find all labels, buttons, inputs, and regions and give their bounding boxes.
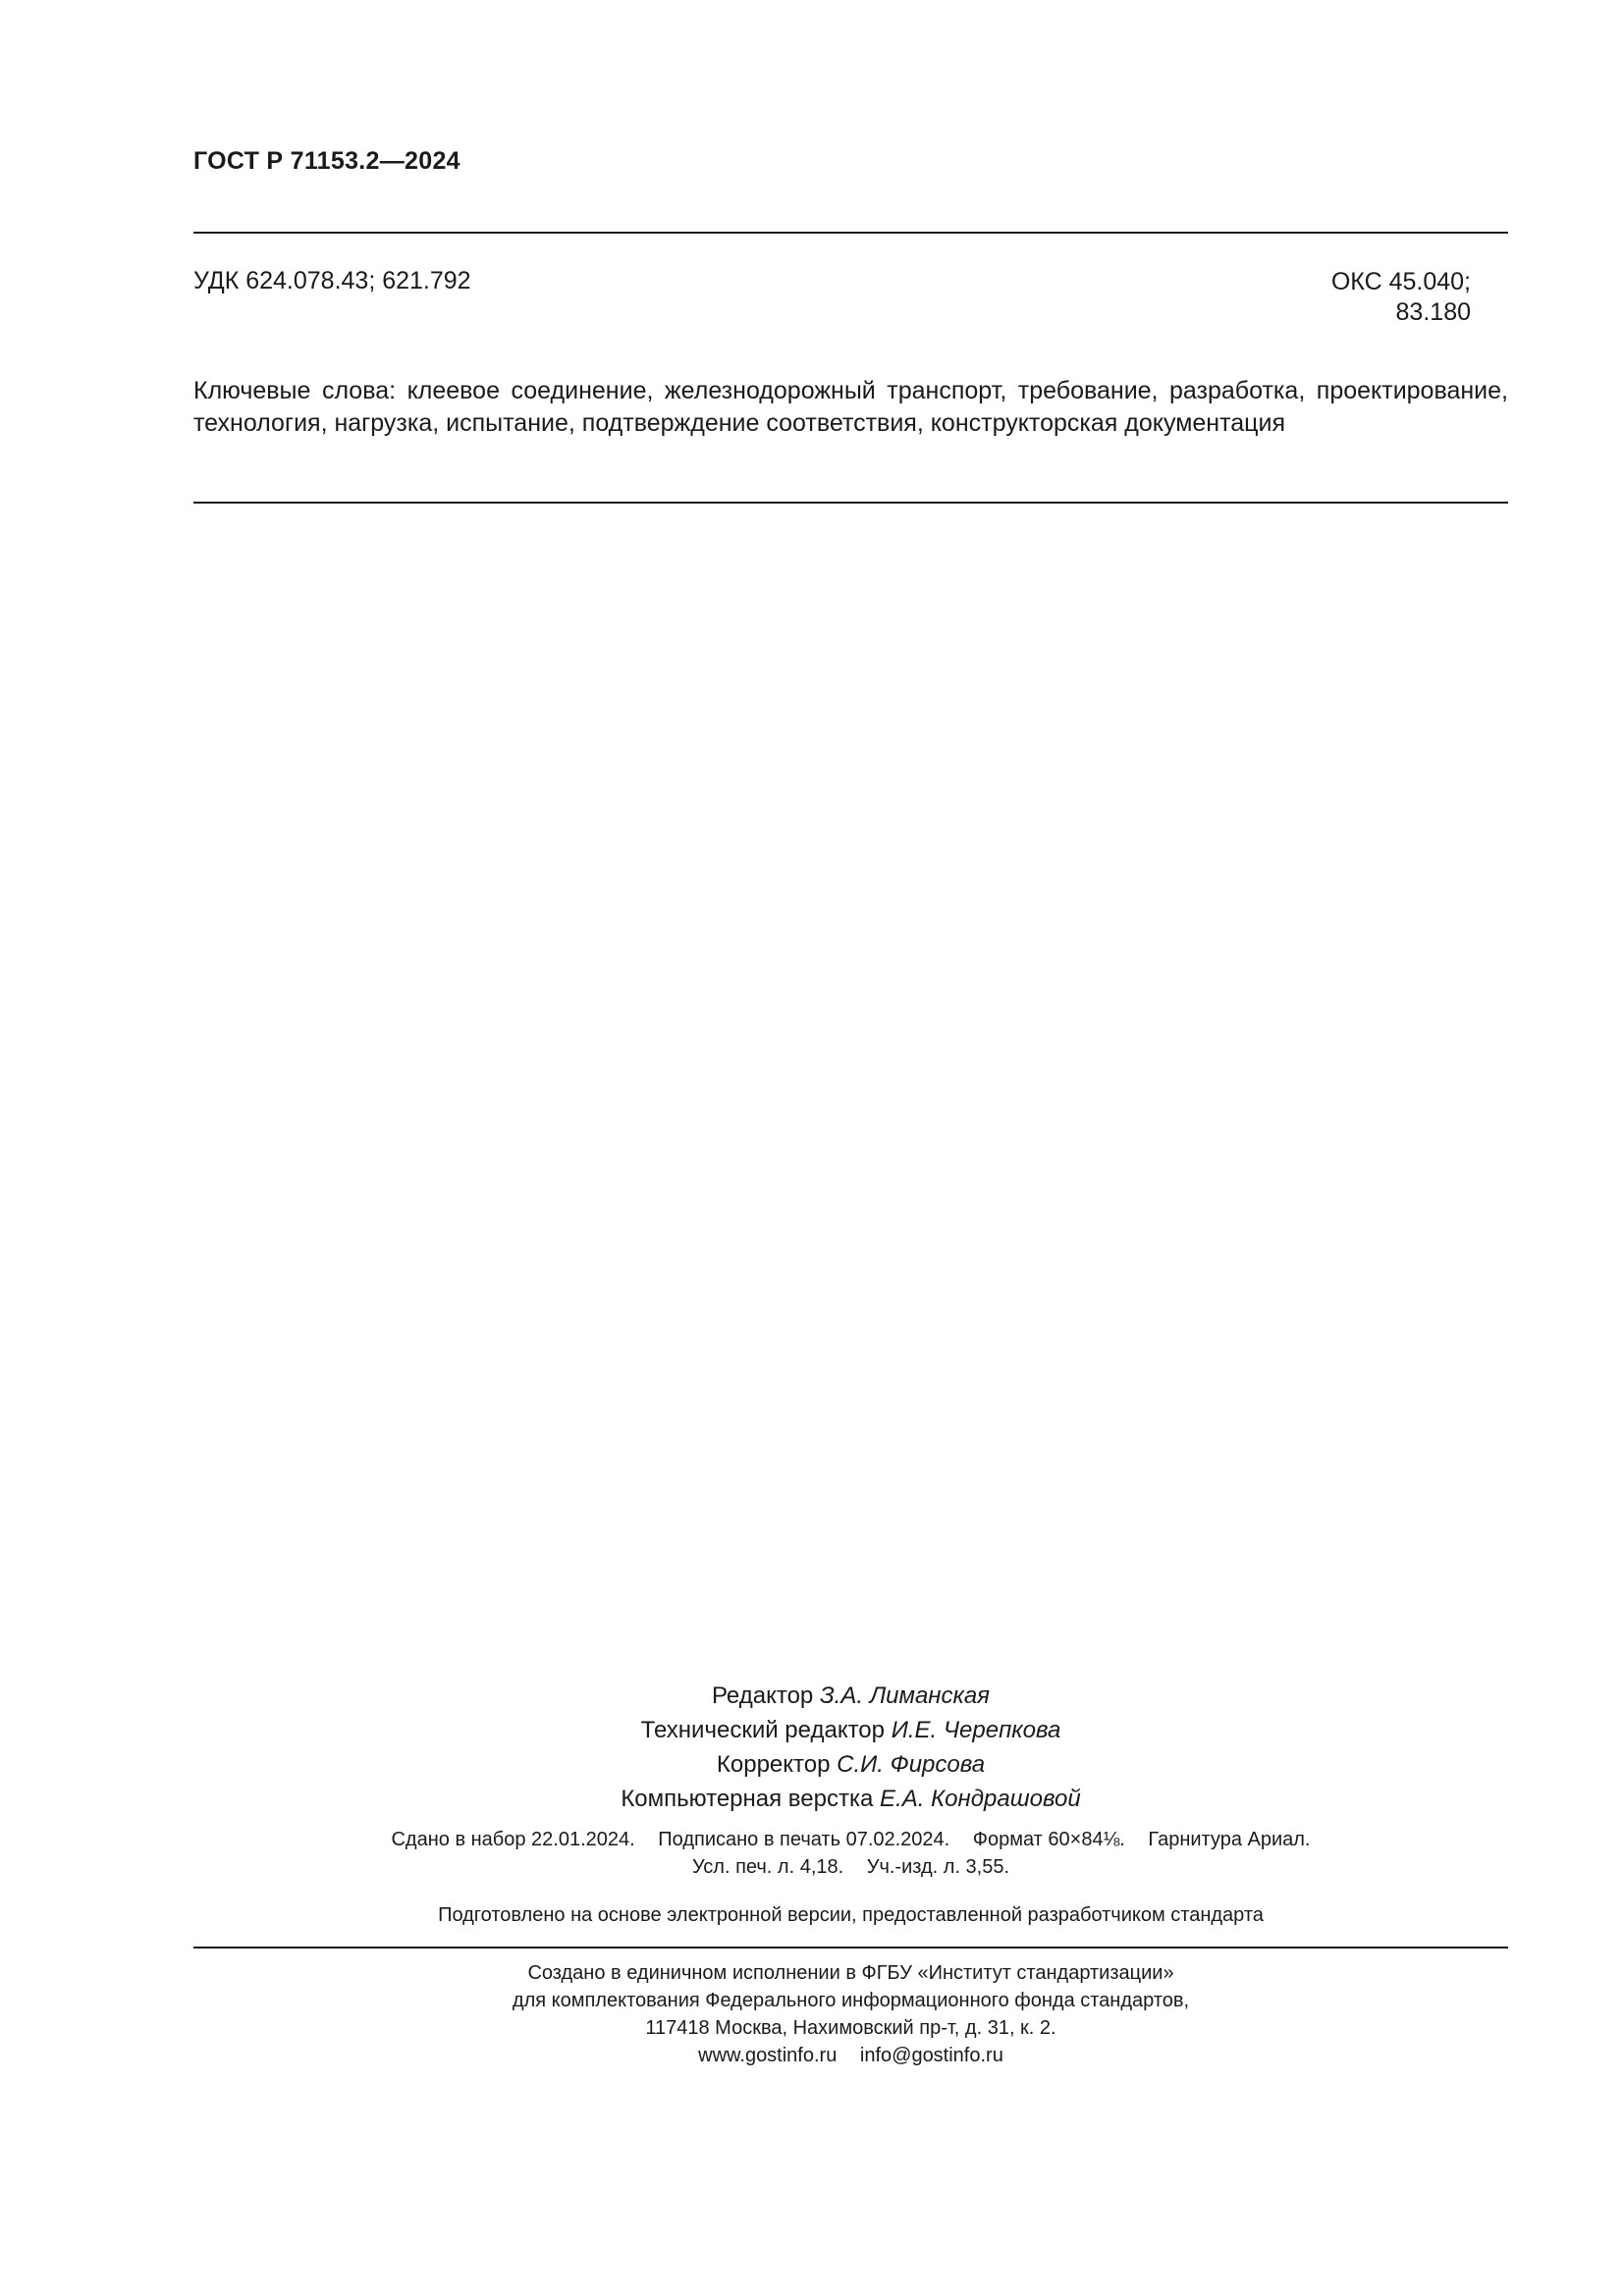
divider-top (193, 232, 1508, 234)
created-block (193, 1959, 1508, 2069)
corrector-name: С.И. Фирсова (837, 1751, 986, 1778)
publish-sheets: Уч.-изд. л. 3,55. (866, 1856, 1010, 1878)
udk-code: УДК 624.078.43; 621.792 (193, 267, 471, 294)
print-info-row-2 (193, 1853, 1508, 1881)
oks-code (1276, 267, 1471, 328)
submitted-date: Сдано в набор 22.01.2024. (391, 1829, 635, 1850)
typeface: Гарнитура Ариал. (1148, 1829, 1311, 1850)
oks-line-2: 83.180 (1395, 298, 1471, 326)
layout-name: Е.А. Кондрашовой (880, 1786, 1081, 1812)
credit-corrector (193, 1747, 1508, 1782)
credit-tech-editor (193, 1713, 1508, 1747)
prepared-note: Подготовлено на основе электронной версии, предоставленной разработчиком стандарта (438, 1904, 1264, 1926)
editor-name: З.А. Лиманская (819, 1682, 991, 1709)
created-line-1: Создано в единичном исполнении в ФГБУ «Институт стандартизации» (527, 1962, 1174, 1984)
email-link[interactable]: info@gostinfo.ru (859, 2045, 1003, 2066)
print-info-row-1 (193, 1826, 1508, 1853)
tech-editor-name: И.Е. Черепкова (891, 1717, 1061, 1743)
website-link[interactable]: www.gostinfo.ru (698, 2045, 838, 2066)
created-line-3: 117418 Москва, Нахимовский пр-т, д. 31, к. 2. (645, 2017, 1056, 2039)
signed-date: Подписано в печать 07.02.2024. (658, 1829, 950, 1850)
divider-keywords (193, 502, 1508, 504)
print-info-block (193, 1826, 1508, 1881)
created-contacts (193, 2042, 1508, 2069)
created-line-2: для комплектования Федерального информационного фонда стандартов, (512, 1990, 1190, 2011)
credit-editor (193, 1679, 1508, 1713)
corrector-role: Корректор (716, 1751, 831, 1778)
divider-bottom (193, 1947, 1508, 1949)
keywords-paragraph: Ключевые слова: клеевое соединение, железнодорожный транспорт, требование, разработка, проектирование, технология, нагрузка, испытание, подтверждение соответствия, конструкторская документация (193, 377, 1508, 437)
editor-role: Редактор (711, 1682, 814, 1709)
document-code: ГОСТ Р 71153.2—2024 (193, 147, 460, 175)
credit-layout (193, 1782, 1508, 1816)
oks-line-1: ОКС 45.040; (1330, 268, 1471, 295)
layout-role: Компьютерная верстка (621, 1786, 874, 1812)
credits-block (193, 1679, 1508, 1816)
tech-editor-role: Технический редактор (640, 1717, 886, 1743)
print-sheets: Усл. печ. л. 4,18. (691, 1856, 844, 1878)
paper-format: Формат 60×84⅛. (972, 1829, 1125, 1850)
